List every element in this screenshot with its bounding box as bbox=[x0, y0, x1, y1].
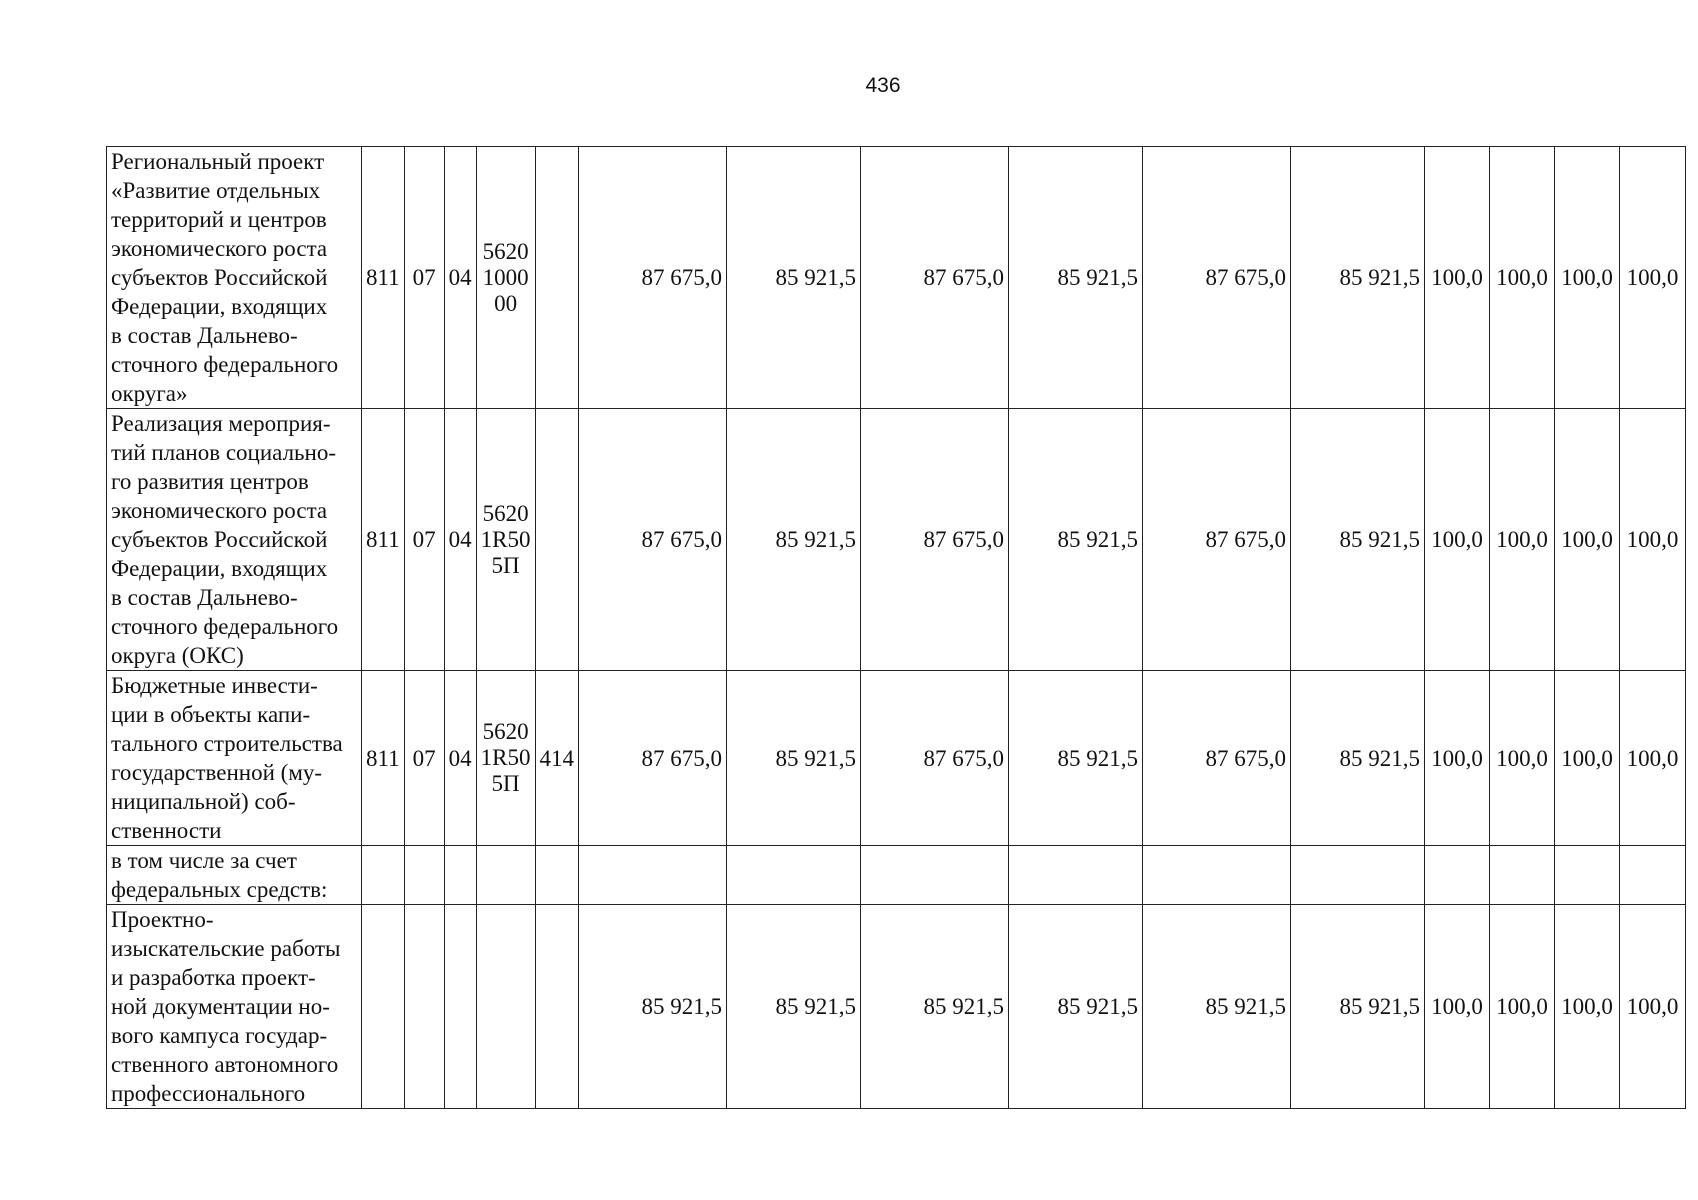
value-cell: 85 921,5 bbox=[1291, 147, 1425, 409]
value-cell bbox=[579, 846, 727, 905]
section-code: 07 bbox=[404, 671, 444, 846]
table-row bbox=[107, 671, 1686, 846]
percent-cell: 100,0 bbox=[1490, 409, 1555, 671]
value-cell: 87 675,0 bbox=[1143, 671, 1291, 846]
table-row bbox=[107, 147, 1686, 409]
value-cell bbox=[1009, 846, 1143, 905]
percent-cell bbox=[1490, 846, 1555, 905]
value-cell: 87 675,0 bbox=[579, 409, 727, 671]
value-cell: 87 675,0 bbox=[1143, 409, 1291, 671]
percent-cell: 100,0 bbox=[1555, 671, 1620, 846]
value-cell: 87 675,0 bbox=[861, 147, 1009, 409]
value-cell: 85 921,5 bbox=[1009, 409, 1143, 671]
percent-cell: 100,0 bbox=[1555, 905, 1620, 1109]
value-cell: 85 921,5 bbox=[1291, 905, 1425, 1109]
value-cell bbox=[861, 846, 1009, 905]
section-code bbox=[404, 846, 444, 905]
row-name: Реализация мероприя- тий планов социально- го развития центров экономического роста субъектов Российской Федерации, входящих в состав Дальнево- сточного федерального округа (ОКС) bbox=[107, 409, 362, 671]
expense-type-code bbox=[535, 147, 579, 409]
percent-cell bbox=[1555, 846, 1620, 905]
expense-type-code bbox=[535, 905, 579, 1109]
value-cell: 85 921,5 bbox=[1009, 147, 1143, 409]
value-cell: 85 921,5 bbox=[579, 905, 727, 1109]
subsection-code: 04 bbox=[444, 409, 476, 671]
subsection-code bbox=[444, 846, 476, 905]
percent-cell: 100,0 bbox=[1425, 671, 1490, 846]
value-cell: 85 921,5 bbox=[1291, 671, 1425, 846]
value-cell: 85 921,5 bbox=[1291, 409, 1425, 671]
value-cell: 87 675,0 bbox=[861, 409, 1009, 671]
row-name: Бюджетные инвести- ции в объекты капи- тального строительства государственной (му- ниципальной) соб- ственности bbox=[107, 671, 362, 846]
target-article-code: 5620 1R50 5П bbox=[480, 500, 531, 578]
percent-cell bbox=[1620, 846, 1686, 905]
grbs-code bbox=[362, 846, 405, 905]
percent-cell bbox=[1425, 846, 1490, 905]
value-cell: 85 921,5 bbox=[727, 671, 861, 846]
section-code: 07 bbox=[404, 147, 444, 409]
target-article-code: 5620 1000 00 bbox=[482, 238, 529, 316]
percent-cell: 100,0 bbox=[1620, 671, 1686, 846]
grbs-code: 811 bbox=[362, 147, 405, 409]
value-cell bbox=[727, 846, 861, 905]
percent-cell: 100,0 bbox=[1425, 409, 1490, 671]
expense-type-code bbox=[535, 409, 579, 671]
value-cell: 85 921,5 bbox=[1009, 671, 1143, 846]
percent-cell: 100,0 bbox=[1490, 147, 1555, 409]
expense-type-code bbox=[535, 846, 579, 905]
budget-table bbox=[106, 146, 1686, 1109]
percent-cell: 100,0 bbox=[1490, 905, 1555, 1109]
value-cell: 85 921,5 bbox=[727, 905, 861, 1109]
grbs-code bbox=[362, 905, 405, 1109]
subsection-code: 04 bbox=[444, 671, 476, 846]
value-cell bbox=[1143, 846, 1291, 905]
expense-type-code: 414 bbox=[535, 671, 579, 846]
table-row bbox=[107, 905, 1686, 1109]
value-cell: 85 921,5 bbox=[727, 409, 861, 671]
percent-cell: 100,0 bbox=[1620, 905, 1686, 1109]
value-cell: 85 921,5 bbox=[727, 147, 861, 409]
percent-cell: 100,0 bbox=[1555, 147, 1620, 409]
percent-cell: 100,0 bbox=[1620, 147, 1686, 409]
subsection-code: 04 bbox=[444, 147, 476, 409]
page-number: 436 bbox=[865, 74, 901, 97]
section-code: 07 bbox=[404, 409, 444, 671]
target-article-code: 5620 1R50 5П bbox=[480, 719, 531, 796]
value-cell: 87 675,0 bbox=[579, 147, 727, 409]
value-cell: 85 921,5 bbox=[861, 905, 1009, 1109]
percent-cell: 100,0 bbox=[1425, 905, 1490, 1109]
row-name: Проектно- изыскательские работы и разработка проект- ной документации но- вого кампуса государ- ственного автономного профессионального bbox=[107, 905, 362, 1109]
section-code bbox=[404, 905, 444, 1109]
percent-cell: 100,0 bbox=[1425, 147, 1490, 409]
value-cell bbox=[1291, 846, 1425, 905]
row-name: в том числе за счет федеральных средств: bbox=[107, 846, 362, 905]
percent-cell: 100,0 bbox=[1620, 409, 1686, 671]
value-cell: 85 921,5 bbox=[1143, 905, 1291, 1109]
value-cell: 87 675,0 bbox=[861, 671, 1009, 846]
row-name: Региональный проект «Развитие отдельных территорий и центров экономического роста субъектов Российской Федерации, входящих в состав Дальнево- сточного федерального округа» bbox=[107, 147, 362, 409]
table-row bbox=[107, 846, 1686, 905]
grbs-code: 811 bbox=[362, 409, 405, 671]
value-cell: 85 921,5 bbox=[1009, 905, 1143, 1109]
table-row bbox=[107, 409, 1686, 671]
subsection-code bbox=[444, 905, 476, 1109]
value-cell: 87 675,0 bbox=[1143, 147, 1291, 409]
percent-cell: 100,0 bbox=[1490, 671, 1555, 846]
value-cell: 87 675,0 bbox=[579, 671, 727, 846]
percent-cell: 100,0 bbox=[1555, 409, 1620, 671]
grbs-code: 811 bbox=[362, 671, 405, 846]
